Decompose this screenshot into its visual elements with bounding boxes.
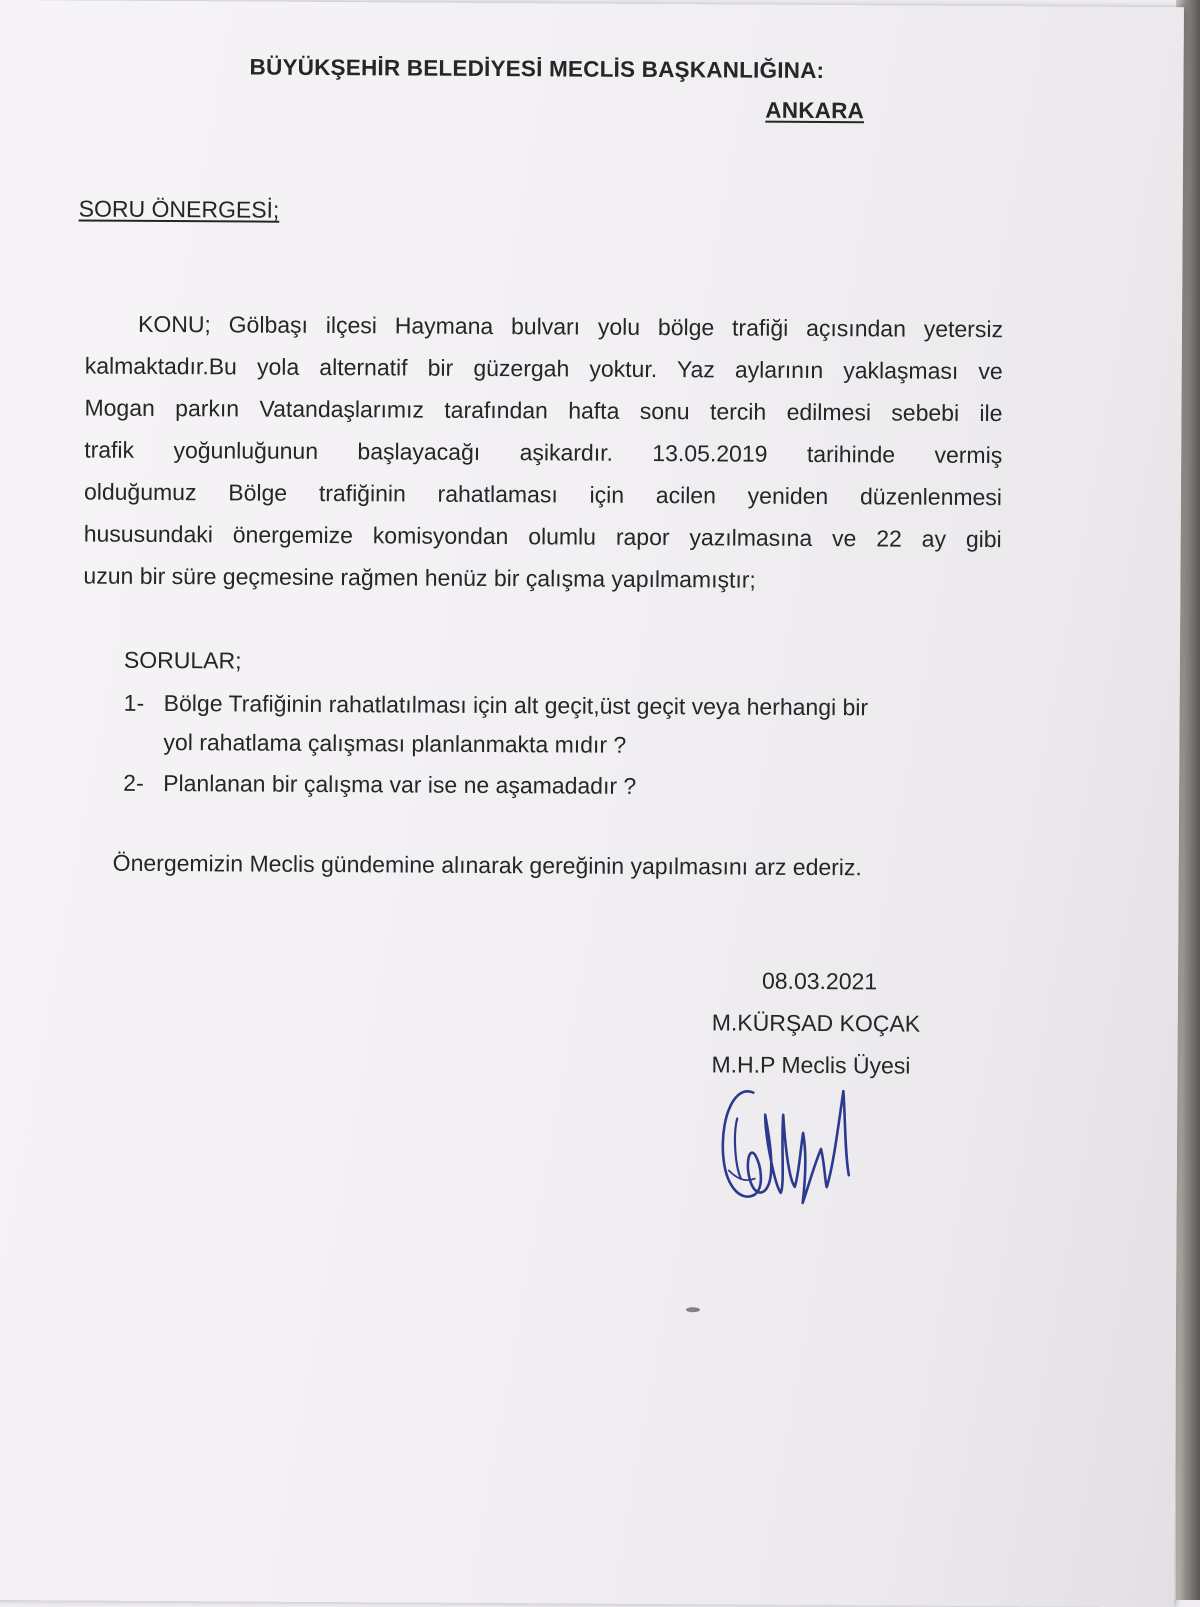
body-line: Mogan parkın Vatandaşlarımız tarafından hafta sonu tercih edilmesi sebebi ile bbox=[84, 394, 1003, 427]
closing-sentence: Önergemizin Meclis gündemine alınarak gereğinin yapılmasını arz ederiz. bbox=[112, 849, 862, 881]
question-text: yol rahatlama çalışması planlanmakta mıdır ? bbox=[163, 729, 627, 758]
question-number: 1- bbox=[123, 689, 145, 716]
body-line: uzun bir süre geçmesine rağmen henüz bir çalışma yapılmamıştır; bbox=[83, 562, 756, 593]
handwritten-signature bbox=[715, 1074, 876, 1225]
signature-date: 08.03.2021 bbox=[761, 967, 878, 995]
questions-heading: SORULAR; bbox=[123, 646, 242, 674]
question-text: Planlanan bir çalışma var ise ne aşamadadır ? bbox=[163, 770, 637, 799]
question-text: Bölge Trafiğinin rahatlatılması için alt geçit,üst geçit veya herhangi bir bbox=[163, 690, 869, 721]
body-line: trafik yoğunluğunun başlayacağı aşikardır. 13.05.2019 tarihinde vermiş bbox=[84, 436, 1003, 469]
body-line: kalmaktadır.Bu yola alternatif bir güzergah yoktur. Yaz aylarının yaklaşması ve bbox=[84, 352, 1003, 385]
body-line: olduğumuz Bölge trafiğinin rahatlaması için acilen yeniden düzenlenmesi bbox=[83, 478, 1003, 511]
question-number: 2- bbox=[123, 769, 144, 796]
addressee-heading: BÜYÜKŞEHİR BELEDİYESİ MECLİS BAŞKANLIĞINA: bbox=[249, 54, 825, 84]
body-line: KONU; Gölbaşı ilçesi Haymana bulvarı yolu bölge trafiği açısından yetersiz bbox=[137, 310, 1004, 343]
document-type-title: SORU ÖNERGESİ; bbox=[78, 195, 280, 223]
city-heading: ANKARA bbox=[765, 97, 865, 124]
body-line: hususundaki önergemize komisyondan olumlu rapor yazılmasına ve 22 ay gibi bbox=[83, 520, 1002, 553]
signatory-name: M.KÜRŞAD KOÇAK bbox=[711, 1009, 921, 1037]
ink-smudge bbox=[686, 1307, 700, 1312]
signatory-title: M.H.P Meclis Üyesi bbox=[711, 1051, 911, 1079]
